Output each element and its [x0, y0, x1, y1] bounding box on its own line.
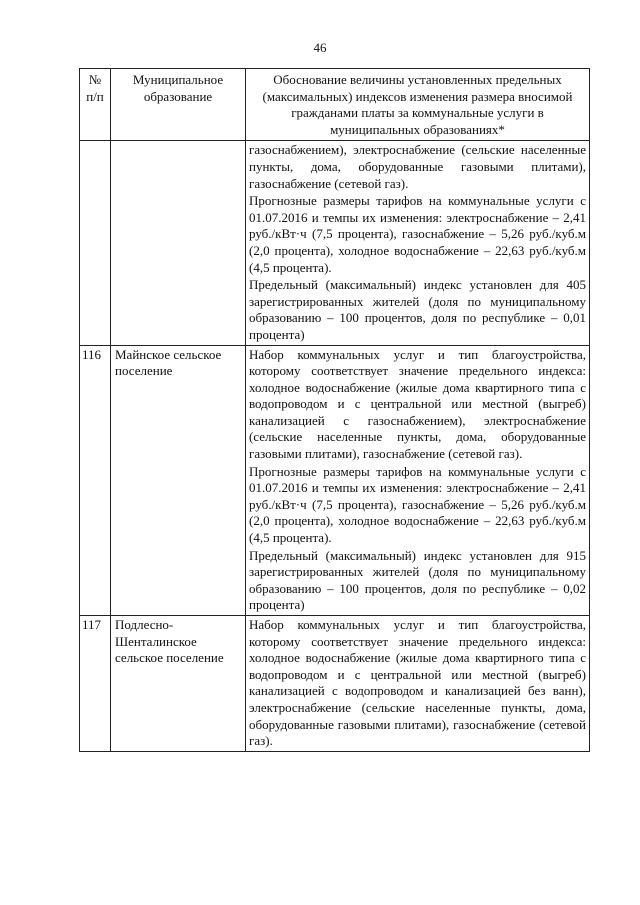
page-number: 46	[313, 40, 327, 55]
row-municipality: Подлесно-Шенталинское сельское поселение	[111, 616, 246, 752]
header-num: № п/п	[80, 69, 111, 141]
header-justification: Обоснование величины установленных предельных (максимальных) индексов изменения размера вносимой гражданами платы за коммунальные услуги в муниципальных образованиях*	[246, 69, 590, 141]
header-municipality: Муниципальное образование	[111, 69, 246, 141]
justification-paragraph: Набор коммунальных услуг и тип благоустройства, которому соответствует значение предельного индекса: холодное водоснабжение (жилые дома квартирного типа с водопроводом и с центральной или местной (выгреб) канализацией с газоснабжением), электроснабжение (сельские населенные пункты, дома, оборудованные газовыми плитами), газоснабжение (сетевой газ).	[249, 346, 586, 462]
row-municipality	[111, 141, 246, 345]
row-justification	[246, 141, 590, 345]
row-num: 117	[80, 616, 111, 752]
table-row	[80, 345, 590, 616]
justification-paragraph: Предельный (максимальный) индекс установлен для 405 зарегистрированных жителей (доля по муниципальному образованию – 100 процентов, доля по республике – 0,01 процента)	[249, 277, 586, 342]
row-num	[80, 141, 111, 345]
tariff-index-table	[79, 68, 590, 752]
row-justification	[246, 345, 590, 616]
justification-paragraph: газоснабжением), электроснабжение (сельские населенные пункты, дома, оборудованные газовыми плитами), газоснабжение (сетевой газ).	[249, 142, 586, 191]
table-header-row	[80, 69, 590, 141]
table-row	[80, 616, 590, 752]
row-municipality: Майнское сельское поселение	[111, 345, 246, 616]
row-num: 116	[80, 345, 111, 616]
justification-paragraph: Прогнозные размеры тарифов на коммунальные услуги с 01.07.2016 и темпы их изменения: электроснабжение – 2,41 руб./кВт·ч (7,5 процента), газоснабжение – 5,26 руб./куб.м (2,0 процента), холодное водоснабжение – 22,63 руб./куб.м (4,5 процента).	[249, 193, 586, 275]
row-justification	[246, 616, 590, 752]
justification-paragraph: Предельный (максимальный) индекс установлен для 915 зарегистрированных жителей (доля по муниципальному образованию – 100 процентов, доля по республике – 0,02 процента)	[249, 547, 586, 613]
justification-paragraph: Набор коммунальных услуг и тип благоустройства, которому соответствует значение предельного индекса: холодное водоснабжение (жилые дома квартирного типа с водопроводом и с центральной или местной (выгреб) канализацией с водопроводом и канализацией без ванн), электроснабжение (сельские населенные пункты, дома, оборудованные газовыми плитами), газоснабжение (сетевой газ).	[249, 617, 586, 749]
table-row	[80, 141, 590, 345]
justification-paragraph: Прогнозные размеры тарифов на коммунальные услуги с 01.07.2016 и темпы их изменения: электроснабжение – 2,41 руб./кВт·ч (7,5 процента), газоснабжение – 5,26 руб./куб.м (2,0 процента), холодное водоснабжение – 22,63 руб./куб.м (4,5 процента).	[249, 463, 586, 546]
